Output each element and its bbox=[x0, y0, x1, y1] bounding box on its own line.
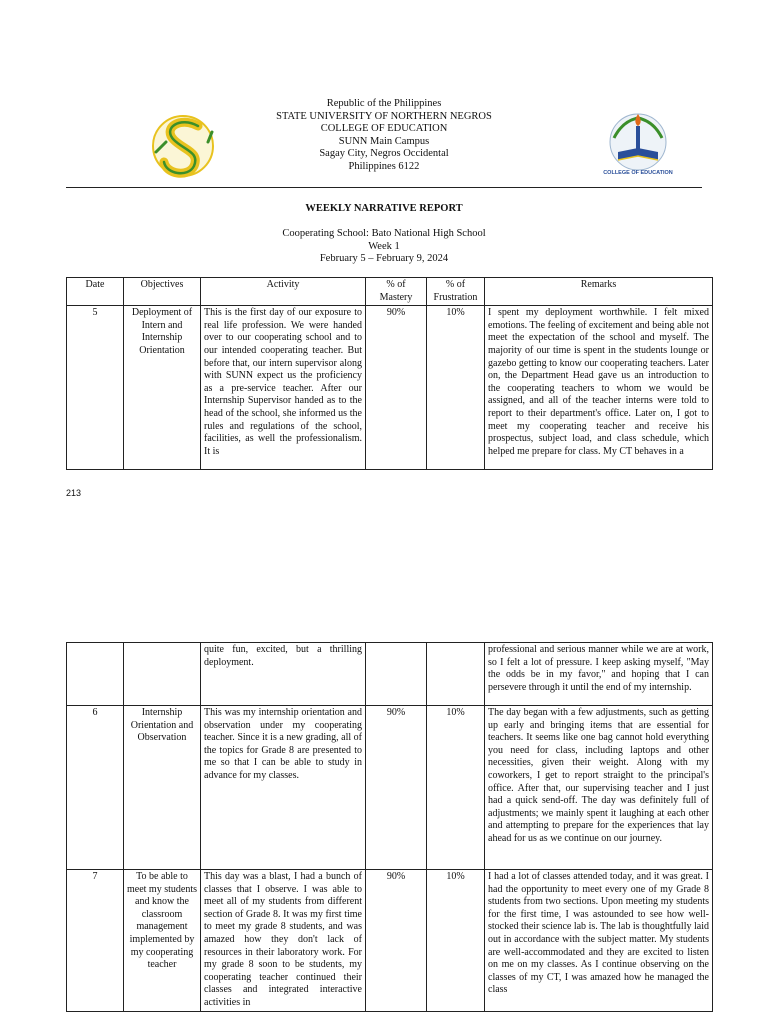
cell-activity: This day was a blast, I had a bunch of classes that I observe. I was able to meet all of my students from different section of Grade 8. It was my first time to meet my grade 8 students, and was amazed how they don't lack of resources in their laboratory work. For my grade 8 soon to be students, my cooperating teacher continued their classes and integrated interactive activities in bbox=[201, 870, 366, 1012]
logo-right-caption: COLLEGE OF EDUCATION bbox=[603, 170, 673, 176]
narrative-table-page-2 bbox=[66, 642, 713, 1012]
cell-objectives bbox=[124, 643, 201, 706]
cell-remarks: professional and serious manner while we are at work, so I felt a lot of pressure. I keep asking myself, "May the odds be in my favor," and hoping that I can persevere through it until the end of my internship. bbox=[485, 643, 713, 706]
cell-date bbox=[67, 643, 124, 706]
letterhead-line-college: COLLEGE OF EDUCATION bbox=[320, 123, 448, 135]
letterhead-line-zip: Philippines 6122 bbox=[348, 160, 420, 172]
header-date: Date bbox=[67, 278, 124, 306]
narrative-table-page-1 bbox=[66, 277, 713, 470]
cell-activity: This was my internship orientation and observation under my cooperating teacher. Since it is a new grading, all of the topics for Grade 8 are presented to me so that I can be able to study in advance for my classes. bbox=[201, 706, 366, 870]
header-objectives: Objectives bbox=[124, 278, 201, 306]
cell-date: 6 bbox=[67, 706, 124, 870]
cell-remarks: I spent my deployment worthwhile. I felt mixed emotions. The feeling of excitement and being able not meet the expectation of the school and myself. The majority of our time is spent in the students lounge or gazebo getting to know our cooperating teachers. Later on, the Department Head gave us an introduction to the cooperating teachers to whom we would be assigned, and all of the teacher interns were told to report to their department's office. Later on, I got to meet my cooperating teacher and receive his prospectus, subject load, and class schedule, which helped me prepare for class. My CT behaves in a bbox=[485, 306, 713, 470]
cell-frustration: 10% bbox=[427, 706, 485, 870]
page-number: 213 bbox=[66, 488, 82, 498]
cell-frustration: 10% bbox=[427, 870, 485, 1012]
letterhead-line-university: STATE UNIVERSITY OF NORTHERN NEGROS bbox=[276, 110, 492, 122]
cooperating-school: Cooperating School: Bato National High School bbox=[282, 228, 486, 239]
header-divider bbox=[66, 187, 702, 188]
cell-mastery: 90% bbox=[366, 706, 427, 870]
cell-remarks: The day began with a few adjustments, such as getting up early and bringing items that are essential for teachers. It seems like one bag cannot hold everything you need for class, including laptops and other necessities, given their weight. Along with my coworkers, I get to report straight to the principal's office. After that, our supervising teacher and I just had a quick send-off. The day was definitely full of adjustments; we mainly spent it laughing at each other and attempting to prepare for the experiences that lay ahead for us as we continue on our journey. bbox=[485, 706, 713, 870]
report-title: WEEKLY NARRATIVE REPORT bbox=[305, 203, 463, 214]
cell-mastery bbox=[366, 643, 427, 706]
cell-frustration: 10% bbox=[427, 306, 485, 470]
letterhead-line-campus: SUNN Main Campus bbox=[338, 135, 430, 147]
table-row bbox=[67, 306, 713, 470]
cell-objectives: Deployment of Intern and Internship Orientation bbox=[124, 306, 201, 470]
cell-mastery: 90% bbox=[366, 870, 427, 1012]
letterhead-line-city: Sagay City, Negros Occidental bbox=[319, 148, 449, 160]
header-frustration: % of Frustration bbox=[427, 278, 485, 306]
cell-objectives: Internship Orientation and Observation bbox=[124, 706, 201, 870]
cell-activity: This is the first day of our exposure to real life profession. We were handed over to our cooperating school and to our intended cooperating teacher. But before that, our intern supervisor along with SUNN expect us the proficiency as a pre-service teacher. After our Internship Supervisor handed as to the head of the school, she informed us the rules and regulations of the school, facilities, as well the professionalism. It is bbox=[201, 306, 366, 470]
cell-mastery: 90% bbox=[366, 306, 427, 470]
cell-objectives: To be able to meet my students and know the classroom management implemented by my cooperating teacher bbox=[124, 870, 201, 1012]
table-row bbox=[67, 643, 713, 706]
header-activity: Activity bbox=[201, 278, 366, 306]
table-header-row bbox=[67, 278, 713, 306]
cell-remarks: I had a lot of classes attended today, and it was great. I had the opportunity to meet every one of my Grade 8 students from two sections. Upon meeting my students for the first time, I was astounded to see how well-stocked their science lab is. The lab is thoughtfully laid out in accordance with the subject matter. My students are well-accommodated and they are excited to listen on me on my classes. As I continue observing on the classes of my CT, I was amazed how he managed the class bbox=[485, 870, 713, 1012]
college-of-education-logo-icon bbox=[600, 108, 676, 180]
report-info bbox=[0, 228, 768, 266]
cell-date: 5 bbox=[67, 306, 124, 470]
header-mastery: % of Mastery bbox=[366, 278, 427, 306]
header-remarks: Remarks bbox=[485, 278, 713, 306]
cell-activity: quite fun, excited, but a thrilling deployment. bbox=[201, 643, 366, 706]
document-page-1 bbox=[0, 0, 768, 498]
letterhead-line-country: Republic of the Philippines bbox=[326, 98, 442, 109]
date-range: February 5 – February 9, 2024 bbox=[319, 253, 449, 264]
week-label: Week 1 bbox=[368, 240, 400, 252]
cell-date: 7 bbox=[67, 870, 124, 1012]
cell-frustration bbox=[427, 643, 485, 706]
table-row bbox=[67, 706, 713, 870]
table-row bbox=[67, 870, 713, 1012]
